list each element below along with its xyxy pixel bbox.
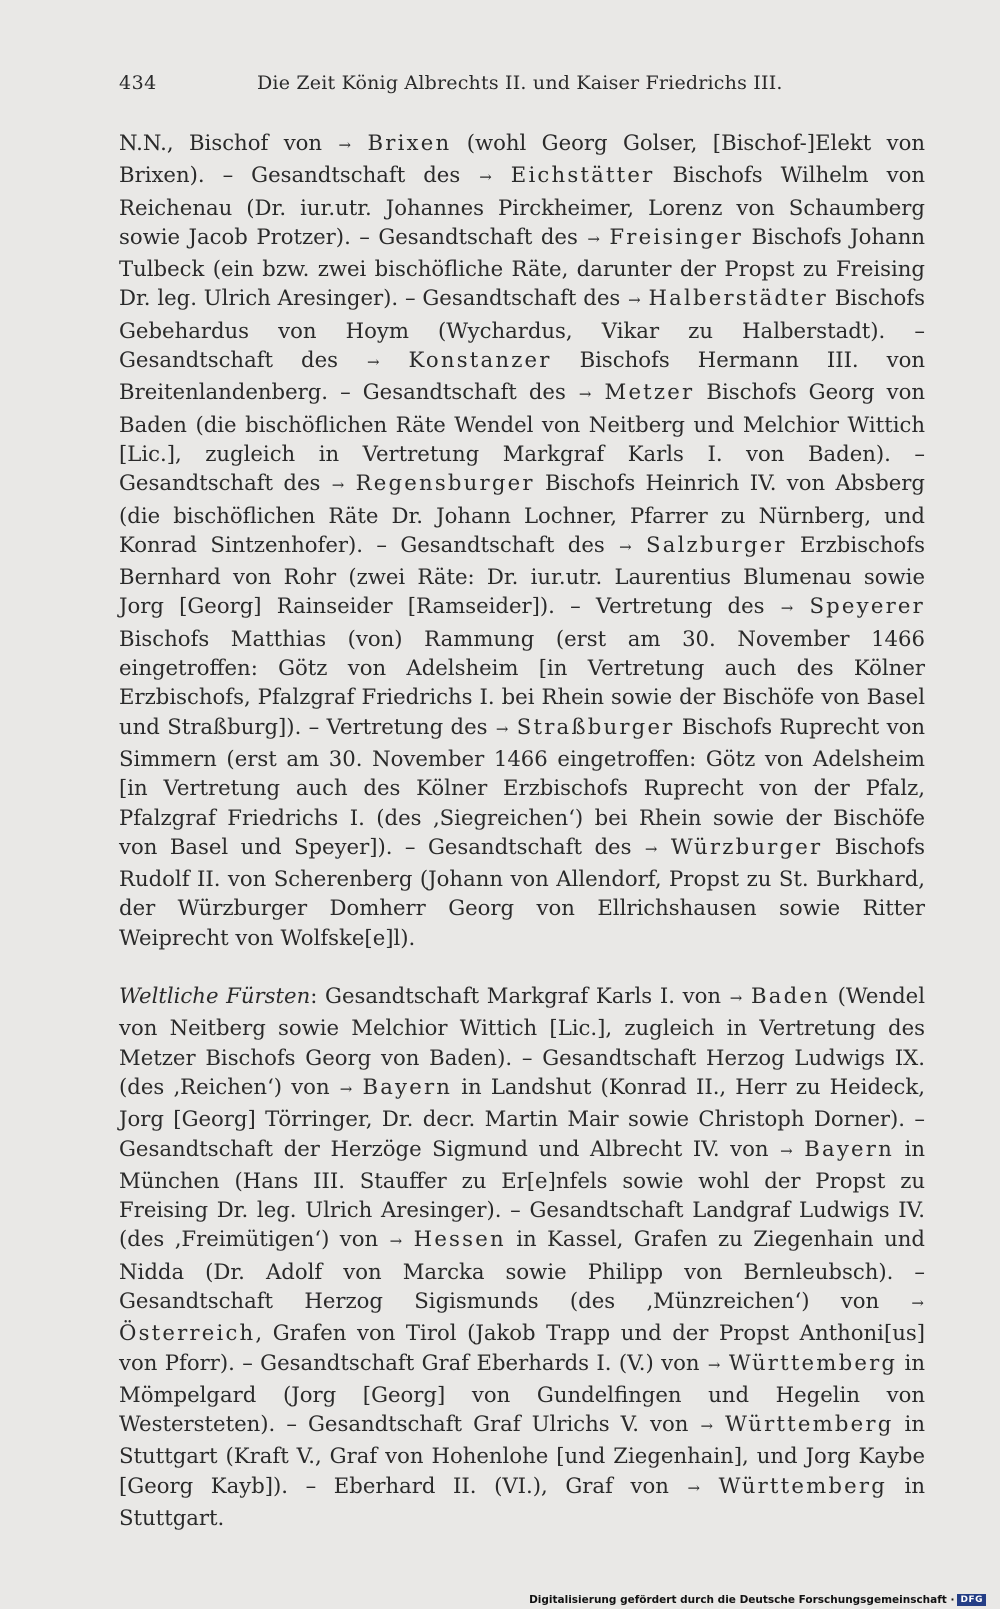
cross-reference-term: Brixen (367, 130, 452, 155)
text-run: (Wendel von Neitberg sowie Melchior Wittich [Lic.], zugleich in Vertretung des Metzer Bischofs Georg von Baden). – Gesandtschaft Herzog Ludwigs IX. (des ‚Reichen‘) von (119, 983, 925, 1099)
text-run: in Stuttgart (Kraft V., Graf von Hohenlohe [und Ziegenhain], und Jorg Kaybe [Georg Kayb]). – Eberhard II. (VI.), Graf von (119, 1411, 925, 1498)
cross-reference-term: Württemberg (728, 1349, 898, 1375)
text-run: Erzbischofs Bernhard von Rohr (zwei Räte: Dr. iur.utr. Laurentius Blumenau sowie Jorg [Georg] Rainseider [Ramseider]). – Vertretung des (119, 531, 925, 619)
arrow-right-icon: → (587, 229, 600, 248)
arrow-right-icon: → (578, 385, 592, 404)
arrow-right-icon: → (338, 136, 352, 154)
arrow-right-icon: → (911, 1293, 924, 1312)
cross-reference-term: Eichstätter (510, 162, 655, 188)
section-heading: Weltliche Fürsten (119, 983, 311, 1009)
cross-reference-term: Halberstädter (648, 285, 828, 311)
text-run: in Stuttgart. (119, 1472, 925, 1531)
cross-reference-term: Österreich (119, 1320, 256, 1346)
arrow-right-icon: → (780, 599, 794, 618)
arrow-right-icon: → (644, 839, 658, 858)
arrow-right-icon: → (331, 476, 345, 495)
text-run: in Landshut (Konrad II., Herr zu Heideck, Jorg [Georg] Törringer, Dr. decr. Martin Mair sowie Christoph Dorner). – Gesandtschaft der Herzöge Sigmund und Albrecht IV. von (119, 1073, 925, 1161)
arrow-right-icon: → (495, 719, 509, 738)
cross-reference-term: Bayern (804, 1135, 894, 1161)
cross-reference-term: Konstanzer (408, 347, 552, 373)
text-run: (wohl Georg Golser, [Bischof-]Elekt von Brixen). – Gesandtschaft des (119, 130, 925, 188)
cross-reference-term: Straßburger (516, 713, 675, 739)
cross-reference-term: Speyerer (809, 593, 925, 619)
cross-reference-term: Salzburger (646, 531, 787, 557)
credit-text: Digitalisierung gefördert durch die Deutsche Forschungsgemeinschaft · (529, 1594, 955, 1606)
cross-reference-term: Metzer (604, 379, 695, 405)
body-text (119, 128, 925, 1532)
text-run: Bischofs Wilhelm von Reichenau (Dr. iur.utr. Johannes Pirckheimer, Lorenz von Schaumberg sowie Jacob Protzer). – Gesandtschaft des (119, 162, 925, 249)
text-run: Bischofs Hermann III. von Breitenlandenberg. – Gesandtschaft des (119, 347, 925, 405)
cross-reference-term: Württemberg (718, 1472, 887, 1498)
arrow-right-icon: → (339, 1079, 353, 1098)
text-run: Bischofs Johann Tulbeck (ein bzw. zwei bischöfliche Räte, darunter der Propst zu Freising Dr. leg. Ulrich Aresinger). – Gesandtschaft des (119, 223, 925, 311)
dfg-logo: DFG (957, 1594, 986, 1606)
arrow-right-icon: → (729, 989, 743, 1008)
cross-reference-term: Württemberg (725, 1411, 894, 1437)
paragraph-secular-princes (119, 981, 925, 1532)
arrow-right-icon: → (628, 291, 641, 310)
text-run: Bischofs Ruprecht von Simmern (erst am 30. November 1466 eingetroffen: Götz von Adelsheim [in Vertretung auch des Kölner Erzbischofs Ruprecht von der Pfalz, Pfalzgraf Friedrichs I. (des ‚Siegreichen‘) bei Rhein sowie der Bischöfe von Basel und Speyer]). – Gesandtschaft des (119, 713, 925, 859)
cross-reference-term: Bayern (362, 1073, 453, 1099)
text-run: in Kassel, Grafen zu Ziegenhain und Nidda (Dr. Adolf von Marcka sowie Philipp von Bernleubsch). – Gesandtschaft Herzog Sigismunds (des ‚Münzreichen‘) von (119, 1226, 925, 1313)
text-run: : Gesandtschaft Markgraf Karls I. von (310, 983, 729, 1009)
text-run: in Mömpelgard (Jorg [Georg] von Gundelfingen und Hegelin von Westersteten). – Gesandtschaft Graf Ulrichs V. von (119, 1349, 925, 1437)
text-run: , Grafen von Tirol (Jakob Trapp und der Propst Anthoni[us] von Pforr). – Gesandtschaft Graf Eberhards I. (V.) von (119, 1320, 925, 1375)
arrow-right-icon: → (707, 1355, 721, 1374)
text-run: N.N., Bischof von (119, 130, 338, 155)
cross-reference-term: Regensburger (355, 470, 535, 496)
digitization-credit (529, 1594, 986, 1606)
cross-reference-term: Würzburger (670, 833, 823, 859)
page-number: 434 (119, 72, 157, 94)
arrow-right-icon: → (780, 1141, 793, 1160)
arrow-right-icon: → (479, 168, 492, 187)
text-run: Bischofs Georg von Baden (die bischöflichen Räte Wendel von Neitberg und Melchior Wittich [Lic.], zugleich in Vertretung Markgraf Karls I. von Baden). – Gesandtschaft des (119, 379, 925, 496)
running-head: Die Zeit König Albrechts II. und Kaiser Friedrichs III. (257, 72, 783, 94)
text-run: Bischofs Gebehardus von Hoym (Wychardus, Vikar zu Halberstadt). – Gesandtschaft des (119, 285, 925, 373)
cross-reference-term: Hessen (413, 1226, 506, 1252)
arrow-right-icon: → (687, 1478, 701, 1497)
cross-reference-term: Freisinger (609, 223, 744, 249)
paragraph-spiritual-princes (119, 128, 925, 952)
text-run: Bischofs Rudolf II. von Scherenberg (Johann von Allendorf, Propst zu St. Burkhard, der Würzburger Domherr Georg von Ellrichshausen sowie Ritter Weiprecht von Wolfske[e]l). (119, 833, 925, 950)
text-run: Bischofs Matthias (von) Rammung (erst am 30. November 1466 eingetroffen: Götz von Adelsheim [in Vertretung auch des Kölner Erzbischofs, Pfalzgraf Friedrichs I. bei Rhein sowie der Bischöfe von Basel und Straßburg]). – Vertretung des (119, 625, 925, 739)
arrow-right-icon: → (389, 1232, 403, 1251)
arrow-right-icon: → (700, 1417, 714, 1436)
arrow-right-icon: → (619, 537, 632, 556)
arrow-right-icon: → (366, 353, 380, 372)
text-run: in München (Hans III. Stauffer zu Er[e]nfels sowie wohl der Propst zu Freising Dr. leg. Ulrich Aresinger). – Gesandtschaft Landgraf Ludwigs IV. (des ‚Freimütigen‘) von (119, 1135, 925, 1252)
text-run: Bischofs Heinrich IV. von Absberg (die bischöflichen Räte Dr. Johann Lochner, Pfarrer zu Nürnberg, und Konrad Sintzenhofer). – Gesandtschaft des (119, 470, 925, 557)
cross-reference-term: Baden (750, 983, 830, 1009)
